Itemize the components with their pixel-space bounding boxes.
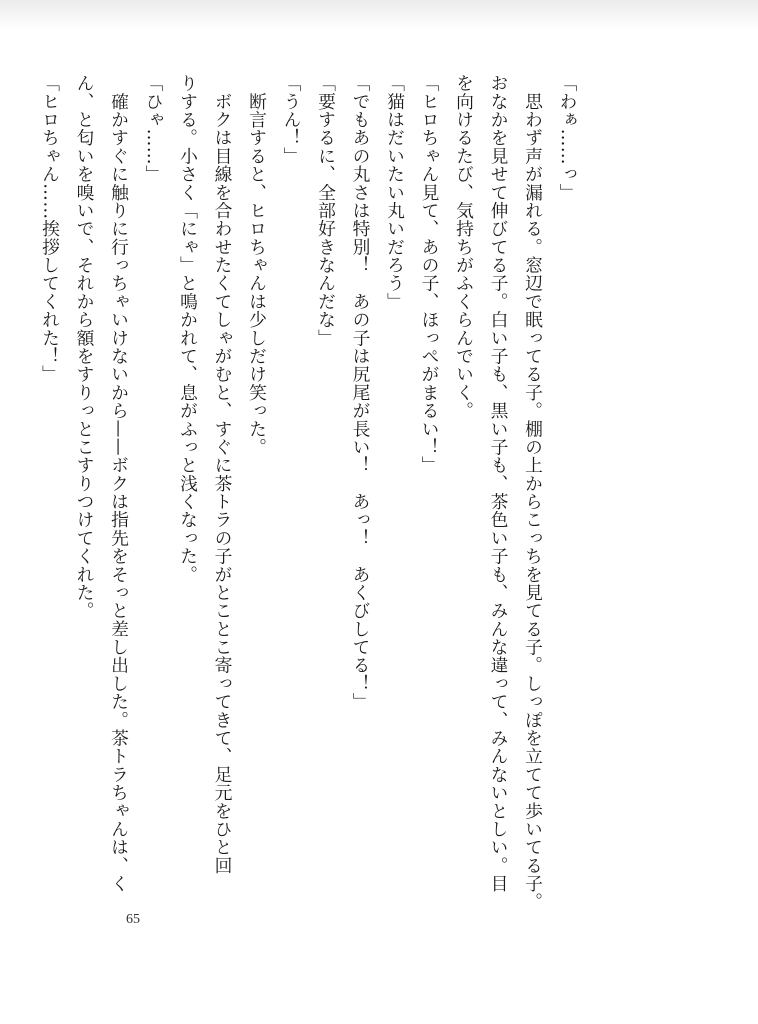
text-line: 思わず声が漏れる。窓辺で眠ってる子。棚の上からこっちを見てる子。しっぽを立てて歩いてる子。: [522, 74, 544, 911]
vertical-text-body: [32, 74, 584, 911]
text-line: 「でもあの丸さは特別！ あの子は尻尾が長い！ あっ！ あくびしてる！」: [350, 74, 371, 711]
text-line: を向けるたび、気持ちがふくらんでいく。: [453, 74, 475, 420]
text-line: おなかを見せて伸びてる子。白い子も、黒い子も、茶色い子も、みんな違って、みんないとしい。目: [488, 74, 509, 893]
text-line: 「わぁ……っ」: [557, 74, 578, 202]
text-line: 「猫はだいたい丸いだろう」: [384, 74, 406, 311]
page-number: 65: [126, 912, 140, 927]
text-line: 「ヒロちゃん見て、あの子、ほっぺがまるい！」: [419, 74, 440, 475]
text-line: 確かすぐに触りに行っちゃいけないから——ボクは指先をそっと差し出した。茶トラちゃんは、く: [108, 74, 130, 893]
page-top-shadow: [0, 0, 758, 30]
text-line: 「ヒロちゃん……挨拶してくれた！」: [39, 74, 61, 384]
text-line: ボクは目線を合わせたくてしゃがむと、すぐに茶トラの子がとことこ寄ってきて、足元をひと回: [212, 74, 233, 875]
text-line: りする。小さく「にゃ」と鳴かれて、息がふっと浅くなった。: [177, 74, 199, 584]
text-line: 「ひゃ……」: [143, 74, 164, 184]
text-line: 「うん！」: [281, 74, 302, 165]
text-line: ん、と匂いを嗅いで、それから額をすりっとこすりつけてくれた。: [74, 74, 95, 620]
text-line: 断言すると、ヒロちゃんは少しだけ笑った。: [246, 74, 268, 456]
text-line: 「要するに、全部好きなんだな」: [315, 74, 337, 347]
